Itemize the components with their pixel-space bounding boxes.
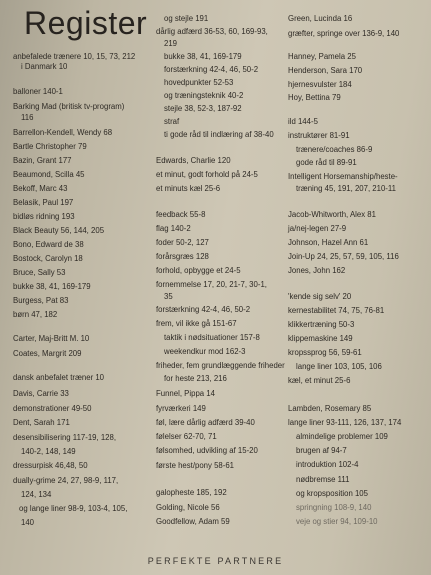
index-entry: hjernesvulster 184 xyxy=(288,80,352,89)
index-entry: børn 47, 182 xyxy=(13,310,58,319)
index-entry: instruktører 81-91 xyxy=(288,131,350,140)
index-entry: Golding, Nicole 56 xyxy=(156,503,220,512)
index-entry: et minut, godt forhold på 24-5 xyxy=(156,170,258,179)
index-entry: taktik i nødsituationer 157-8 xyxy=(164,333,260,342)
index-entry: i Danmark 10 xyxy=(21,62,68,71)
page-title: Register xyxy=(24,5,148,41)
index-entry: almindelige problemer 109 xyxy=(296,432,388,441)
index-entry: 140-2, 148, 149 xyxy=(21,447,76,456)
index-entry: demonstrationer 49-50 xyxy=(13,404,92,413)
index-entry: introduktion 102-4 xyxy=(296,460,359,469)
index-entry: Green, Lucinda 16 xyxy=(288,14,353,23)
index-entry: forhold, opbygge et 24-5 xyxy=(156,266,241,275)
index-entry: og kropsposition 105 xyxy=(296,489,368,498)
index-entry: og lange liner 98-9, 103-4, 105, xyxy=(19,504,128,513)
index-entry: og stejle 191 xyxy=(164,14,209,23)
index-entry: Join-Up 24, 25, 57, 59, 105, 116 xyxy=(288,252,399,261)
index-entry: kæl, et minut 25-6 xyxy=(288,376,351,385)
index-entry: Jacob-Whitworth, Alex 81 xyxy=(288,210,376,219)
index-entry: friheder, fem grundlæggende friheder xyxy=(156,361,285,370)
index-entry: forstærkning 42-4, 46, 50-2 xyxy=(156,305,251,314)
index-entry: veje og stier 94, 109-10 xyxy=(296,517,378,526)
index-entry: 219 xyxy=(164,39,178,48)
index-entry: ild 144-5 xyxy=(288,117,318,126)
index-entry: weekendkur mod 162-3 xyxy=(164,347,246,356)
index-entry: Henderson, Sara 170 xyxy=(288,66,363,75)
index-entry: balloner 140-1 xyxy=(13,87,63,96)
index-entry: klippemaskine 149 xyxy=(288,334,353,343)
index-entry: bidløs ridning 193 xyxy=(13,212,75,221)
index-entry: 35 xyxy=(164,292,173,301)
index-entry: Barrellon-Kendell, Wendy 68 xyxy=(13,128,113,137)
index-entry: Bazin, Grant 177 xyxy=(13,156,72,165)
index-entry: et minuts kæl 25-6 xyxy=(156,184,221,193)
index-entry: græfter, springe over 136-9, 140 xyxy=(288,29,400,38)
index-entry: feedback 55-8 xyxy=(156,210,206,219)
index-entry: følsomhed, udvikling af 15-20 xyxy=(156,446,258,455)
index-entry: klikkertræning 50-3 xyxy=(288,320,355,329)
index-entry: forstærkning 42-4, 46, 50-2 xyxy=(164,65,259,74)
index-entry: kropssprog 56, 59-61 xyxy=(288,348,362,357)
index-entry: dually-grime 24, 27, 98-9, 117, xyxy=(13,476,119,485)
index-entry: Hoy, Bettina 79 xyxy=(288,93,341,102)
index-entry: ti gode råd til indlæring af 38-40 xyxy=(164,130,274,139)
index-entry: flag 140-2 xyxy=(156,224,191,233)
index-entry: Bono, Edward de 38 xyxy=(13,240,84,249)
index-entry: gode råd til 89-91 xyxy=(296,158,357,167)
index-entry: Davis, Carrie 33 xyxy=(13,389,69,398)
index-entry: Goodfellow, Adam 59 xyxy=(156,517,230,526)
index-entry: galopheste 185, 192 xyxy=(156,488,227,497)
index-entry: for heste 213, 216 xyxy=(164,374,227,383)
index-entry: frem, vil ikke gå 151-67 xyxy=(156,319,237,328)
index-entry: Black Beauty 56, 144, 205 xyxy=(13,226,105,235)
index-entry: Dent, Sarah 171 xyxy=(13,418,70,427)
index-entry: Burgess, Pat 83 xyxy=(13,296,69,305)
index-entry: kernestabilitet 74, 75, 76-81 xyxy=(288,306,385,315)
index-entry: dansk anbefalet træner 10 xyxy=(13,373,105,382)
index-entry: hovedpunkter 52-53 xyxy=(164,78,234,87)
index-entry: Hanney, Pamela 25 xyxy=(288,52,356,61)
index-entry: dressurpisk 46,48, 50 xyxy=(13,461,88,470)
index-entry: Jones, John 162 xyxy=(288,266,346,275)
index-entry: 116 xyxy=(21,113,34,122)
index-entry: Bostock, Carolyn 18 xyxy=(13,254,83,263)
index-entry: og træningsteknik 40-2 xyxy=(164,91,244,100)
index-entry: fyrværkeri 149 xyxy=(156,404,206,413)
index-entry: nødbremse 111 xyxy=(296,475,350,484)
index-entry: Coates, Margrit 209 xyxy=(13,349,82,358)
index-entry: forårsgræs 128 xyxy=(156,252,209,261)
index-entry: Bekoff, Marc 43 xyxy=(13,184,68,193)
index-entry: stejle 38, 52-3, 187-92 xyxy=(164,104,242,113)
index-entry: Barking Mad (britisk tv-program) xyxy=(13,102,125,111)
index-entry: Lambden, Rosemary 85 xyxy=(288,404,372,413)
index-entry: 'kende sig selv' 20 xyxy=(288,292,352,301)
index-entry: springning 108-9, 140 xyxy=(296,503,372,512)
index-entry: træning 45, 191, 207, 210-11 xyxy=(296,184,396,193)
index-entry: 124, 134 xyxy=(21,490,52,499)
index-entry: Edwards, Charlie 120 xyxy=(156,156,231,165)
index-entry: Belasik, Paul 197 xyxy=(13,198,74,207)
index-entry: Beaumond, Scilla 45 xyxy=(13,170,85,179)
index-entry: dårlig adfærd 36-53, 60, 169-93, xyxy=(156,27,268,36)
index-entry: Bartle Christopher 79 xyxy=(13,142,87,151)
index-entry: første hest/pony 58-61 xyxy=(156,461,235,470)
index-entry: ja/nej-legen 27-9 xyxy=(288,224,347,233)
index-entry: desensibilisering 117-19, 128, xyxy=(13,433,117,442)
index-entry: bukke 38, 41, 169-179 xyxy=(164,52,242,61)
index-entry: foder 50-2, 127 xyxy=(156,238,209,247)
index-entry: føl, lære dårlig adfærd 39-40 xyxy=(156,418,255,427)
index-entry: trænere/coaches 86-9 xyxy=(296,145,373,154)
index-entry: Bruce, Sally 53 xyxy=(13,268,66,277)
page-footer: PERFEKTE PARTNERE xyxy=(147,556,284,566)
index-entry: anbefalede trænere 10, 15, 73, 212 xyxy=(13,52,136,61)
index-entry: lange liner 103, 105, 106 xyxy=(296,362,382,371)
index-entry: brugen af 94-7 xyxy=(296,446,347,455)
index-entry: 140 xyxy=(21,518,35,527)
index-entry: Carter, Maj-Britt M. 10 xyxy=(13,334,90,343)
index-entry: straf xyxy=(164,117,180,126)
index-entry: følelser 62-70, 71 xyxy=(156,432,217,441)
index-entry: Funnel, Pippa 14 xyxy=(156,389,215,398)
index-entry: lange liner 93-111, 126, 137, 174 xyxy=(288,418,402,427)
index-entry: Johnson, Hazel Ann 61 xyxy=(288,238,369,247)
index-entry: Intelligent Horsemanship/heste- xyxy=(288,172,398,181)
index-entry: fornemmelse 17, 20, 21-7, 30-1, xyxy=(156,280,267,289)
index-entry: bukke 38, 41, 169-179 xyxy=(13,282,91,291)
